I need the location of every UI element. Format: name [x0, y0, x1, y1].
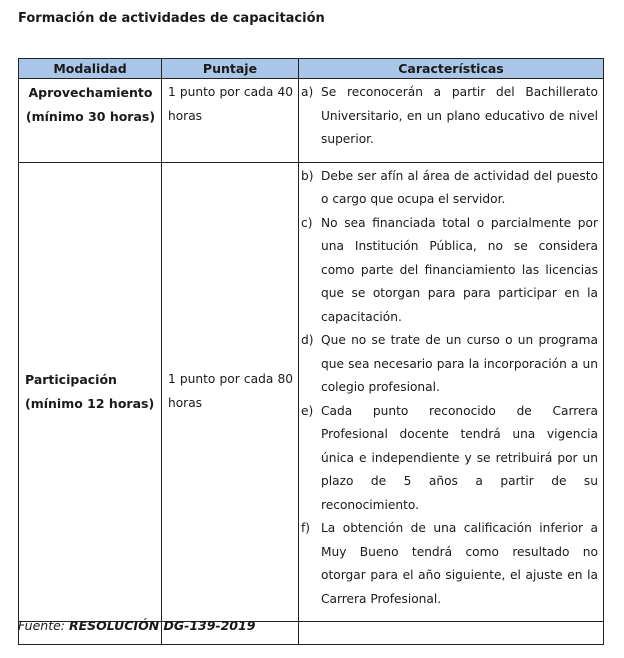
table-row-participacion: [19, 162, 604, 622]
source-label: Fuente:: [18, 618, 66, 633]
caracteristicas-list: [301, 81, 598, 152]
item-text: Se reconocerán a partir del Bachillerato Universitario, en un plano educativo de nivel superior.: [321, 85, 598, 146]
caracteristica-item: [301, 212, 598, 330]
modalidad-cell: [19, 162, 162, 622]
header-puntaje: Puntaje: [162, 59, 299, 79]
header-modalidad: Modalidad: [19, 59, 162, 79]
item-marker: b): [301, 168, 314, 183]
source-note: [18, 617, 255, 635]
empty-cell: [299, 622, 604, 645]
item-text: Cada punto reconocido de Carrera Profesional docente tendrá una vigencia única e independiente y se retribuirá por un plazo de 5 años a partir de su reconocimiento.: [321, 403, 598, 512]
document-title: Formación de actividades de capacitación: [18, 11, 325, 26]
item-marker: f): [301, 521, 311, 535]
training-activities-table: [18, 58, 604, 645]
caracteristicas-cell: [299, 162, 604, 622]
table-header-row: [19, 59, 604, 79]
caracteristicas-cell: [299, 79, 604, 163]
source-value: RESOLUCIÓN DG-139-2019: [69, 618, 256, 633]
caracteristica-item: [301, 517, 598, 611]
item-marker: c): [301, 215, 313, 230]
caracteristica-item: [301, 81, 598, 152]
table-row-aprovechamiento: [19, 79, 604, 163]
modalidad-name: Participación: [25, 372, 117, 388]
caracteristicas-list: [301, 165, 598, 612]
modalidad-cell: [19, 79, 162, 163]
item-text: No sea financiada total o parcialmente por una Institución Pública, no se considera como parte del financiamiento las licencias que se otorgan para para participar en la capacitación.: [321, 215, 598, 324]
caracteristica-item: [301, 400, 598, 518]
item-marker: a): [301, 85, 314, 99]
caracteristica-item: [301, 329, 598, 400]
item-marker: d): [301, 333, 314, 347]
header-caracteristicas: Características: [299, 59, 604, 79]
item-text: La obtención de una calificación inferior a Muy Bueno tendrá como resultado no otorgar para el año siguiente, el ajuste en la Carrera Profesional.: [321, 521, 598, 606]
modalidad-name: Aprovechamiento: [28, 85, 153, 100]
caracteristica-item: [301, 165, 598, 212]
puntaje-cell: 1 punto por cada 40 horas: [162, 79, 299, 163]
item-text: Debe ser afín al área de actividad del puesto o cargo que ocupa el servidor.: [321, 168, 598, 206]
item-marker: e): [301, 403, 314, 418]
modalidad-minimum: (mínimo 30 horas): [25, 108, 156, 124]
modalidad-minimum: (mínimo 12 horas): [25, 395, 155, 411]
item-text: Que no se trate de un curso o un programa que sea necesario para la incorporación a un colegio profesional.: [321, 333, 598, 394]
puntaje-cell: 1 punto por cada 80 horas: [162, 162, 299, 622]
